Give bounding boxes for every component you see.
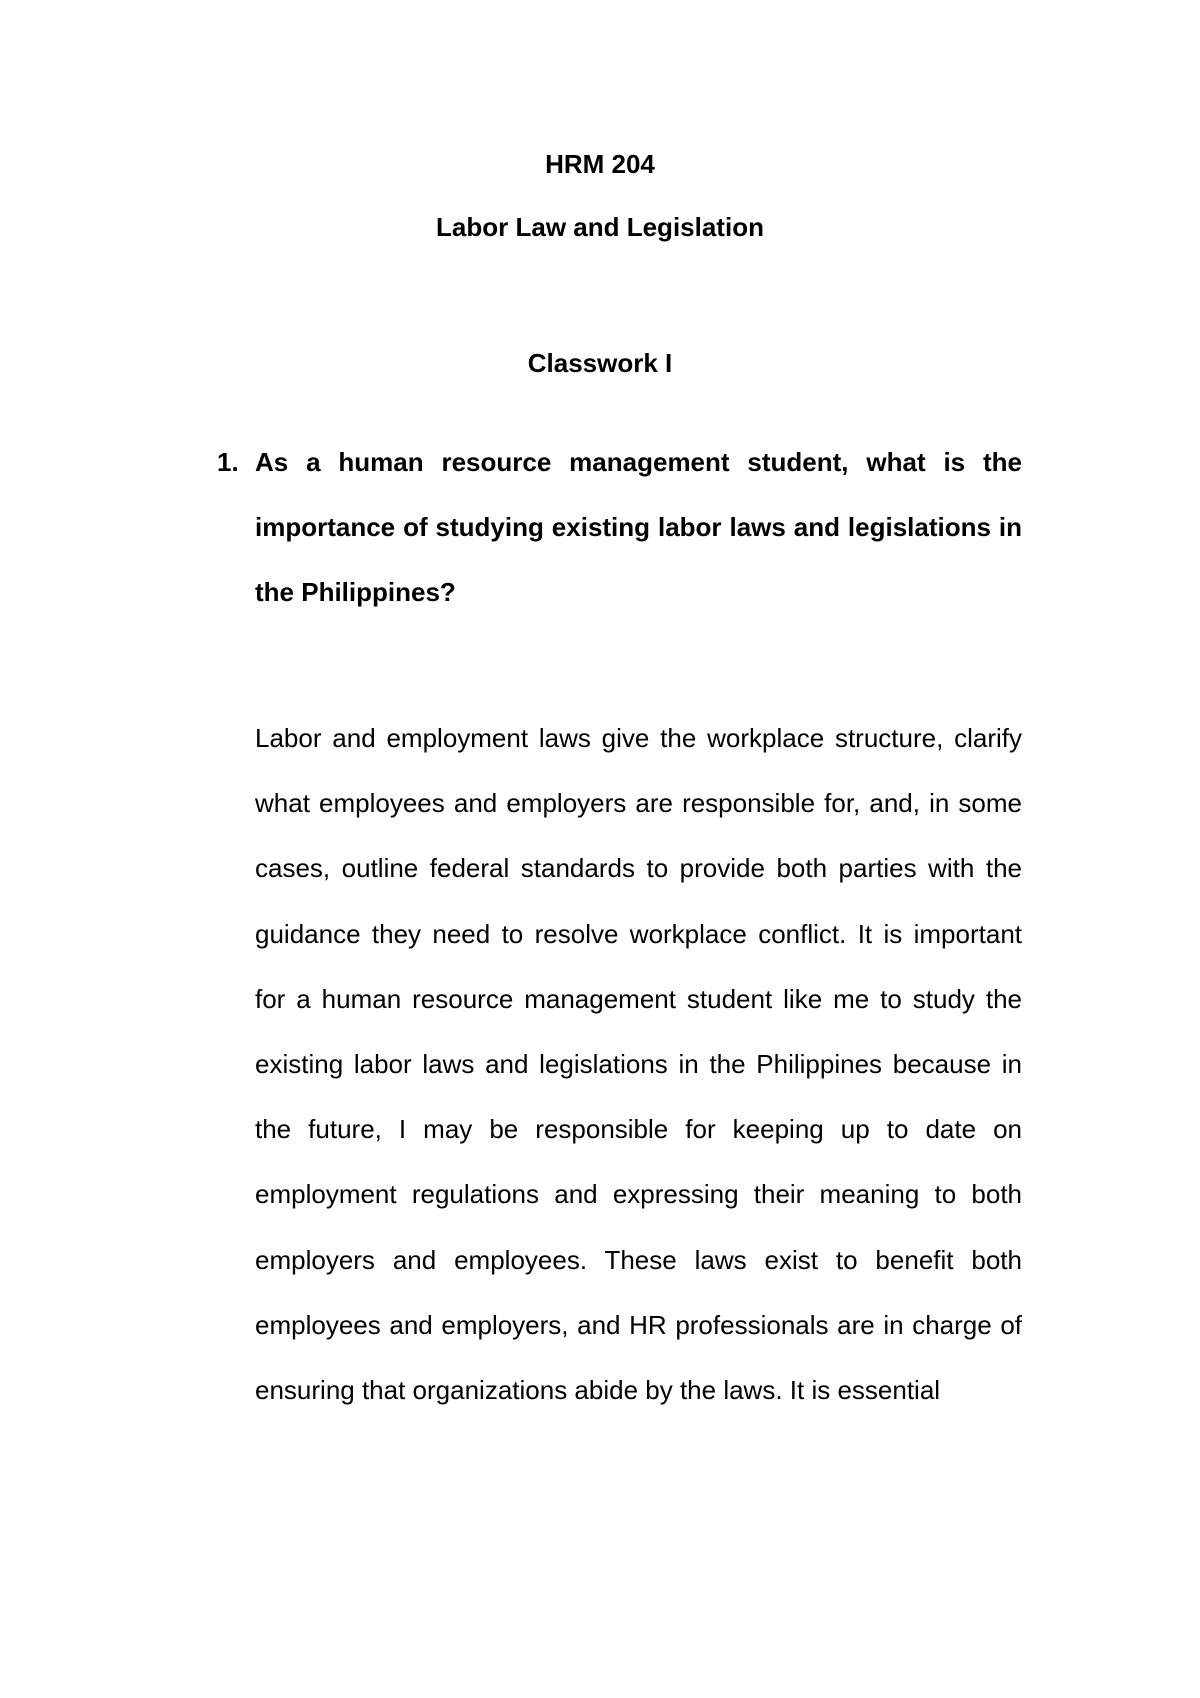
- question-block: [217, 430, 1022, 625]
- course-title: Labor Law and Legislation: [436, 212, 764, 242]
- question-number: 1.: [217, 447, 239, 477]
- assignment-title: Classwork I: [527, 348, 673, 378]
- answer-paragraph: Labor and employment laws give the workplace structure, clarify what employees and employers are responsible for, and, in some cases, outline federal standards to provide both parties with the guidance they need to resolve workplace conflict. It is important for a human resource management student like me to study the existing labor laws and legislations in the Philippines because in the future, I may be responsible for keeping up to date on employment regulations and expressing their meaning to both employers and employees. These laws exist to benefit both employees and employers, and HR professionals are in charge of ensuring that organizations abide by the laws. It is essential: [255, 723, 1022, 1406]
- course-code: HRM 204: [545, 149, 655, 179]
- question-text: As a human resource management student, what is the importance of studying existing labor laws and legislations in the Philippines?: [255, 447, 1022, 607]
